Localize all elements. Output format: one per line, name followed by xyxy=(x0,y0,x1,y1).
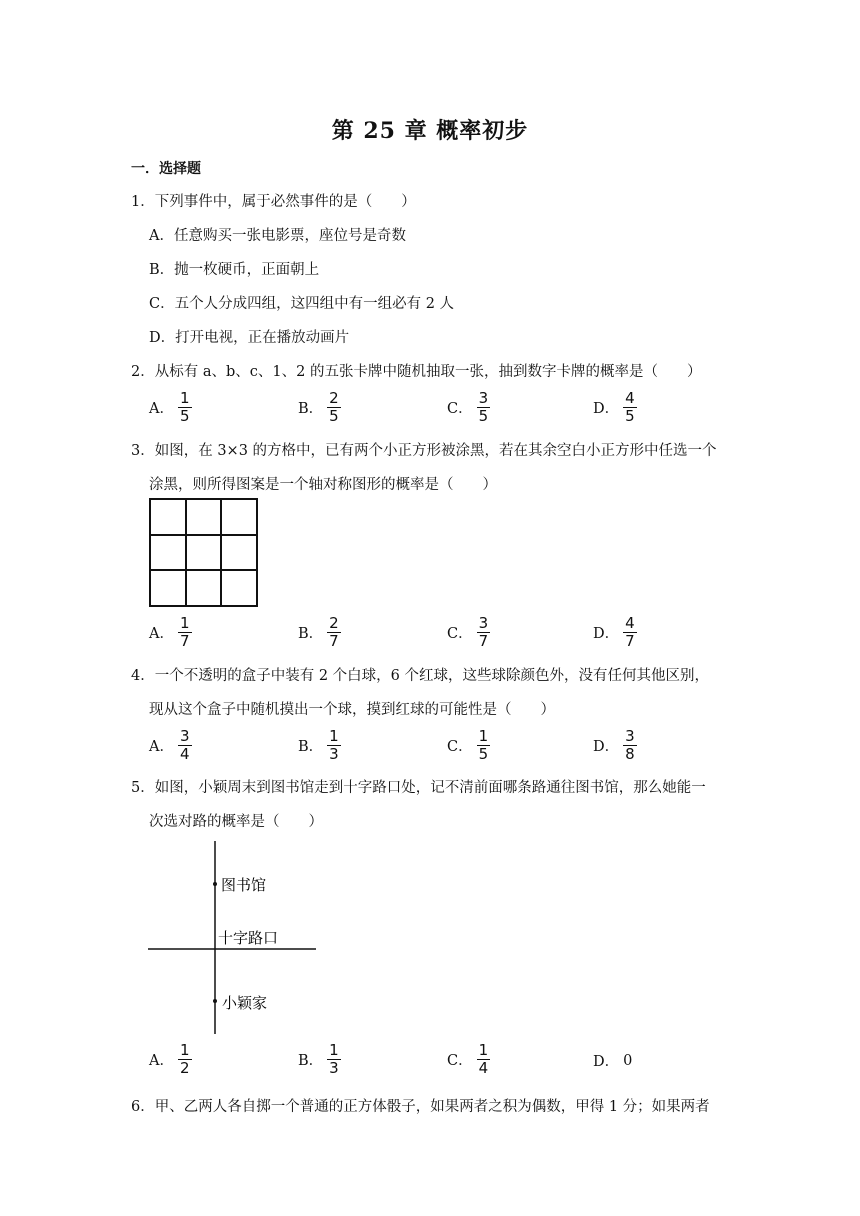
section-heading: 一．选择题 xyxy=(131,161,201,177)
option-label: B． xyxy=(298,401,324,417)
q1-option-c: C．五个人分成四组，这四组中有一组必有 2 人 xyxy=(149,296,455,312)
option-label: D． xyxy=(593,1054,620,1070)
denominator: 5 xyxy=(478,407,489,425)
numerator: 3 xyxy=(478,614,489,632)
page-title: 第 25 章 概率初步 xyxy=(331,118,529,144)
numerator: 1 xyxy=(478,1041,489,1059)
fraction xyxy=(477,390,491,425)
q4-option-c xyxy=(447,728,490,763)
q3-option-a xyxy=(149,615,192,650)
fraction xyxy=(178,1042,192,1077)
q2-option-b xyxy=(298,390,341,425)
denominator: 3 xyxy=(329,1059,339,1077)
q2-option-d xyxy=(593,390,637,425)
fraction xyxy=(178,615,192,650)
numerator: 1 xyxy=(179,389,190,407)
denominator: 7 xyxy=(625,632,635,650)
denominator: 4 xyxy=(179,745,190,763)
denominator: 5 xyxy=(329,407,339,425)
grid-cell xyxy=(186,570,222,606)
q5-option-a xyxy=(149,1042,192,1077)
q5-stem-line1: 5．如图，小颖周末到图书馆走到十字路口处，记不清前面哪条路通往图书馆，那么她能一 xyxy=(131,780,706,796)
denominator: 8 xyxy=(625,745,635,763)
denominator: 5 xyxy=(478,745,489,763)
grid-cell xyxy=(221,570,257,606)
grid-cell xyxy=(186,535,222,571)
option-label: B． xyxy=(298,626,324,642)
numerator: 3 xyxy=(625,727,635,745)
denominator: 4 xyxy=(478,1059,489,1077)
grid-cell xyxy=(150,535,186,571)
numerator: 3 xyxy=(478,389,489,407)
numerator: 4 xyxy=(625,614,635,632)
q1-option-d: D．打开电视，正在播放动画片 xyxy=(149,330,350,346)
q3-option-b xyxy=(298,615,341,650)
grid-cell xyxy=(150,570,186,606)
numerator: 1 xyxy=(179,614,190,632)
option-label: A． xyxy=(149,626,174,642)
q1-stem: 1．下列事件中，属于必然事件的是（ ） xyxy=(131,194,416,210)
fraction xyxy=(477,728,491,763)
option-value: 0 xyxy=(623,1052,633,1069)
q5-option-d xyxy=(593,1050,632,1071)
numerator: 2 xyxy=(329,614,339,632)
fraction xyxy=(623,728,637,763)
q1-option-a: A．任意购买一张电影票，座位号是奇数 xyxy=(149,228,406,244)
three-by-three-grid-figure xyxy=(149,498,258,607)
grid-cell xyxy=(150,499,186,535)
fraction xyxy=(327,728,341,763)
library-label: 图书馆 xyxy=(221,876,267,894)
crossroad-label: 十字路口 xyxy=(218,929,279,947)
q3-option-d xyxy=(593,615,637,650)
fraction xyxy=(327,615,341,650)
q2-option-c xyxy=(447,390,490,425)
q3-stem-line2: 涂黑，则所得图案是一个轴对称图形的概率是（ ） xyxy=(149,477,497,493)
fraction xyxy=(327,390,341,425)
denominator: 5 xyxy=(179,407,190,425)
option-label: D． xyxy=(593,401,620,417)
grid-cell xyxy=(221,535,257,571)
denominator: 3 xyxy=(329,745,339,763)
denominator: 7 xyxy=(478,632,489,650)
q4-option-b xyxy=(298,728,341,763)
fraction xyxy=(623,390,637,425)
q2-option-a xyxy=(149,390,192,425)
option-label: B． xyxy=(298,1053,324,1069)
fraction xyxy=(477,1042,491,1077)
option-label: A． xyxy=(149,739,174,755)
q4-option-d xyxy=(593,728,637,763)
numerator: 4 xyxy=(625,389,635,407)
q2-stem: 2．从标有 a、b、c、1、2 的五张卡牌中随机抽取一张，抽到数字卡牌的概率是（ ） xyxy=(131,364,702,380)
q5-stem-line2: 次选对路的概率是（ ） xyxy=(149,814,323,830)
numerator: 1 xyxy=(329,727,339,745)
home-point xyxy=(213,999,217,1003)
option-label: A． xyxy=(149,401,174,417)
fraction xyxy=(327,1042,341,1077)
numerator: 2 xyxy=(329,389,339,407)
grid-cell xyxy=(221,499,257,535)
library-point xyxy=(213,882,217,886)
q3-stem-line1: 3．如图，在 3×3 的方格中，已有两个小正方形被涂黑，若在其余空白小正方形中任选一个 xyxy=(131,443,717,459)
crossroad-map-figure xyxy=(140,836,330,1036)
numerator: 1 xyxy=(329,1041,339,1059)
q4-stem-line1: 4．一个不透明的盒子中装有 2 个白球，6 个红球，这些球除颜色外，没有任何其他区别， xyxy=(131,668,709,684)
grid-cell xyxy=(186,499,222,535)
denominator: 7 xyxy=(329,632,339,650)
q1-option-b: B．抛一枚硬币，正面朝上 xyxy=(149,262,320,278)
option-label: D． xyxy=(593,739,620,755)
q3-option-c xyxy=(447,615,490,650)
fraction xyxy=(178,390,192,425)
q4-option-a xyxy=(149,728,192,763)
option-label: C． xyxy=(447,1053,473,1069)
q5-option-b xyxy=(298,1042,341,1077)
option-label: D． xyxy=(593,626,620,642)
option-label: A． xyxy=(149,1053,174,1069)
q5-option-c xyxy=(447,1042,490,1077)
option-label: C． xyxy=(447,401,473,417)
numerator: 3 xyxy=(179,727,190,745)
option-label: B． xyxy=(298,739,324,755)
fraction xyxy=(477,615,491,650)
numerator: 1 xyxy=(478,727,489,745)
q6-stem-line1: 6．甲、乙两人各自掷一个普通的正方体骰子，如果两者之积为偶数，甲得 1 分；如果两者 xyxy=(131,1099,710,1115)
denominator: 7 xyxy=(179,632,190,650)
q4-stem-line2: 现从这个盒子中随机摸出一个球，摸到红球的可能性是（ ） xyxy=(149,702,555,718)
option-label: C． xyxy=(447,626,473,642)
denominator: 2 xyxy=(179,1059,190,1077)
fraction xyxy=(623,615,637,650)
numerator: 1 xyxy=(179,1041,190,1059)
home-label: 小颖家 xyxy=(222,994,268,1012)
option-label: C． xyxy=(447,739,473,755)
denominator: 5 xyxy=(625,407,635,425)
fraction xyxy=(178,728,192,763)
